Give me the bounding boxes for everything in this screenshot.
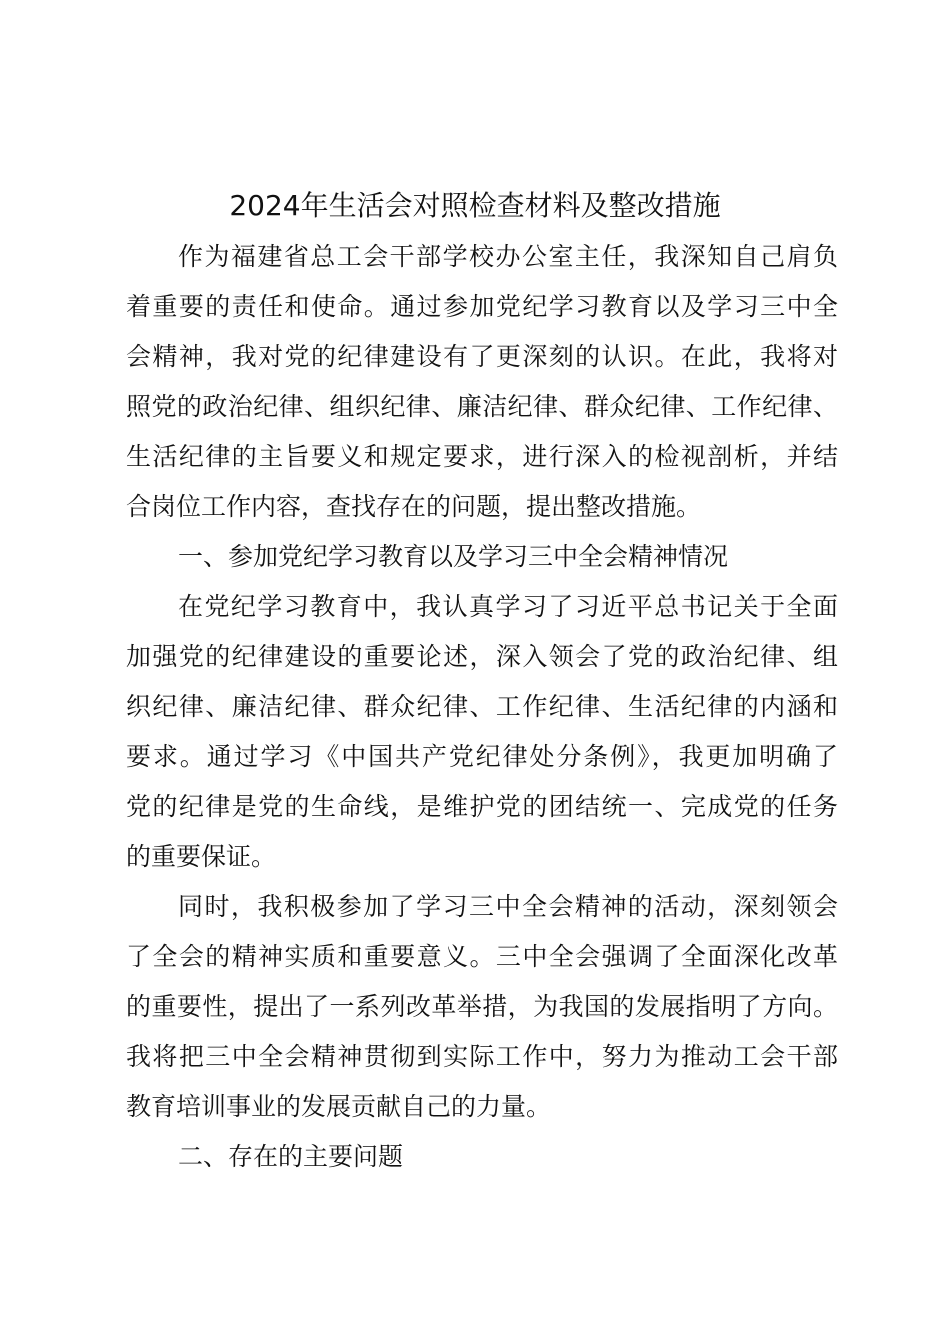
paragraph-plenary-session xyxy=(126,882,838,1132)
text-line: 加强党的纪律建设的重要论述，深入领会了党的政治纪律、组 xyxy=(126,642,838,671)
text-line: 照党的政治纪律、组织纪律、廉洁纪律、群众纪律、工作纪律、 xyxy=(126,392,838,421)
text-line: 同时，我积极参加了学习三中全会精神的活动，深刻领会 xyxy=(178,892,838,921)
text-line: 着重要的责任和使命。通过参加党纪学习教育以及学习三中全 xyxy=(126,292,838,321)
text-line: 的重要性，提出了一系列改革举措，为我国的发展指明了方向。 xyxy=(126,992,838,1021)
text-line: 在党纪学习教育中，我认真学习了习近平总书记关于全面 xyxy=(178,592,838,621)
section-heading-text: 一、参加党纪学习教育以及学习三中全会精神情况 xyxy=(178,542,729,571)
text-line: 我将把三中全会精神贯彻到实际工作中，努力为推动工会干部 xyxy=(126,1042,838,1071)
text-line: 要求。通过学习《中国共产党纪律处分条例》，我更加明确了 xyxy=(126,742,838,771)
section-heading-2 xyxy=(126,1132,838,1182)
text-line: 生活纪律的主旨要义和规定要求，进行深入的检视剖析，并结 xyxy=(126,442,838,471)
document-body xyxy=(126,232,838,1182)
paragraph-study-education xyxy=(126,582,838,882)
document-title: 2024年生活会对照检查材料及整改措施 xyxy=(229,189,721,222)
text-line: 教育培训事业的发展贡献自己的力量。 xyxy=(126,1092,552,1121)
section-heading-1 xyxy=(126,532,838,582)
paragraph-intro xyxy=(126,232,838,532)
text-line: 作为福建省总工会干部学校办公室主任，我深知自己肩负 xyxy=(178,242,838,271)
text-line: 党的纪律是党的生命线，是维护党的团结统一、完成党的任务 xyxy=(126,792,838,821)
text-line: 织纪律、廉洁纪律、群众纪律、工作纪律、生活纪律的内涵和 xyxy=(126,692,838,721)
section-heading-text: 二、存在的主要问题 xyxy=(178,1142,404,1171)
text-line: 了全会的精神实质和重要意义。三中全会强调了全面深化改革 xyxy=(126,942,838,971)
text-line: 的重要保证。 xyxy=(126,842,277,871)
text-line: 合岗位工作内容，查找存在的问题，提出整改措施。 xyxy=(126,492,702,521)
text-line: 会精神，我对党的纪律建设有了更深刻的认识。在此，我将对 xyxy=(126,342,838,371)
